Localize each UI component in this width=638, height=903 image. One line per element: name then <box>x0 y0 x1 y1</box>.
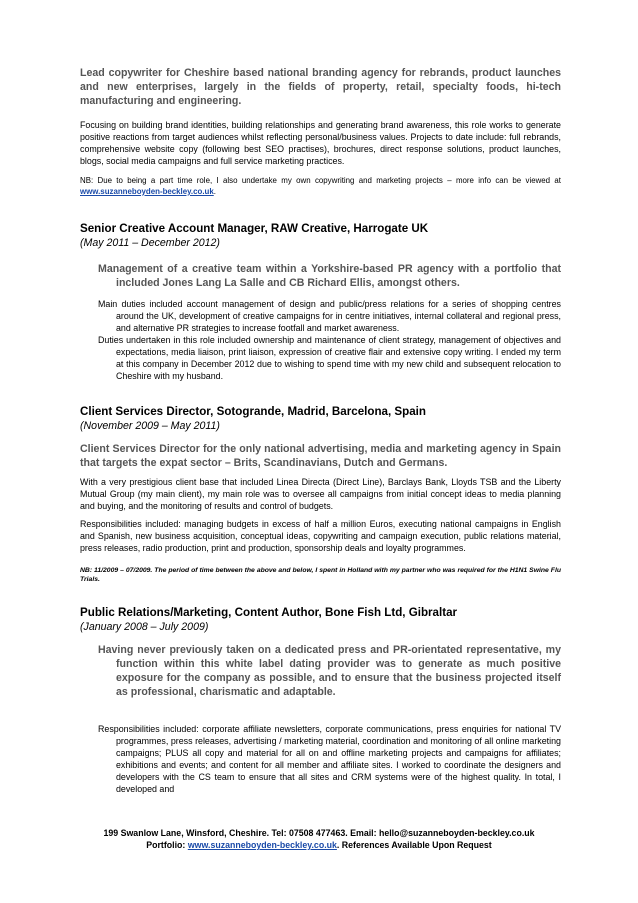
job3-body1: With a very prestigious client base that included Linea Directa (Direct Line), Barclays Bank, Lloyds TSB and the Liberty Mutual Group (my main client), my main role was to oversee all campaigns from initial concept ideas to media planning and buying, and the monitoring of results and control of budgets. <box>80 477 561 511</box>
job3-nb: NB: 11/2009 – 07/2009. The period of time between the above and below, I spent in Holland with my partner who was required for the H1N1 Swine Flu Trials. <box>80 567 561 583</box>
job4-dates: (January 2008 – July 2009) <box>80 621 209 633</box>
footer-portfolio-label: Portfolio: <box>146 840 186 850</box>
job2-duty2: Duties undertaken in this role included ownership and maintenance of client strategy, management of objectives and expectations, media liaison, print liaison, expression of creative flair and extensive copy writing. I ended my term at this company in December 2012 due to wishing to spend time with my new child and subsequent relocation to Cheshire with my husband. <box>98 335 561 381</box>
job4-lead: Having never previously taken on a dedicated press and PR-orientated representative, my function within this white label dating provider was to generate as much positive exposure for the company as possible, and to ensure that the business projected itself as professional, charismatic and adaptable. <box>98 644 561 698</box>
website-link[interactable]: www.suzanneboyden-beckley.co.uk <box>80 187 214 196</box>
job2-duty1: Main duties included account management of design and public/press relations for a series of shopping centres around the UK, development of creative campaigns for in centre initiatives, internal collateral and regional press, and alternative PR strategies to increase footfall and market awareness. <box>98 299 561 333</box>
job1-body: Focusing on building brand identities, building relationships and generating brand awareness, this role works to generate positive reactions from target audiences whilst reflecting personal/business values. Projects to date include: full rebrands, comprehensive website copy (following best SEO practises), brochures, direct response solutions, product launches, blogs, social media campaigns and full service marketing practices. <box>80 120 561 166</box>
job3-dates: (November 2009 – May 2011) <box>80 420 220 432</box>
job4-body: Responsibilities included: corporate affiliate newsletters, corporate communications, press enquiries for national TV programmes, press releases, advertising / marketing material, coordination and monitoring of all online marketing campaigns; PLUS all copy and material for all on and offline marketing projects and campaigns for affiliates; exhibitions and events; and content for all member and affiliate sites. I worked to coordinate the designers and developers with the CS team to ensure that all sites and CRM systems were of the highest quality. In total, I developed and <box>98 724 561 794</box>
job4-title: Public Relations/Marketing, Content Author, Bone Fish Ltd, Gibraltar <box>80 606 458 619</box>
job2-dates: (May 2011 – December 2012) <box>80 237 220 249</box>
footer-references: . References Available Upon Request <box>336 840 492 850</box>
job1-lead: Lead copywriter for Cheshire based national branding agency for rebrands, product launches and new enterprises, largely in the fields of property, retail, specialty foods, hi-tech manufacturing and engineering. <box>80 67 561 107</box>
page-footer <box>0 827 638 851</box>
job2-title: Senior Creative Account Manager, RAW Creative, Harrogate UK <box>80 222 429 235</box>
resume-page <box>80 66 561 795</box>
footer-contact: 199 Swanlow Lane, Winsford, Cheshire. Tel: 07508 477463. Email: hello@suzanneboyden-beckley.co.uk <box>103 828 535 838</box>
job1-nb <box>80 175 561 197</box>
job1-nb-text: NB: Due to being a part time role, I also undertake my own copywriting and marketing projects – more info can be viewed at <box>80 176 561 185</box>
job3-lead: Client Services Director for the only national advertising, media and marketing agency in Spain that targets the expat sector – Brits, Scandinavians, Dutch and Germans. <box>80 443 561 469</box>
job3-body2: Responsibilities included: managing budgets in excess of half a million Euros, executing national campaigns in English and Spanish, new business acquisition, conceptual ideas, copywriting and campaign execution, public relations material, press releases, radio production, print and production, sponsorship deals and loyalty programmes. <box>80 519 561 553</box>
job2-lead: Management of a creative team within a Yorkshire-based PR agency with a portfolio that included Jones Lang La Salle and CB Richard Ellis, amongst others. <box>98 263 561 289</box>
job1-nb-end: . <box>213 187 216 196</box>
footer-portfolio-line <box>0 839 638 851</box>
footer-portfolio-link[interactable]: www.suzanneboyden-beckley.co.uk <box>187 840 337 850</box>
job3-title: Client Services Director, Sotogrande, Madrid, Barcelona, Spain <box>80 405 426 418</box>
